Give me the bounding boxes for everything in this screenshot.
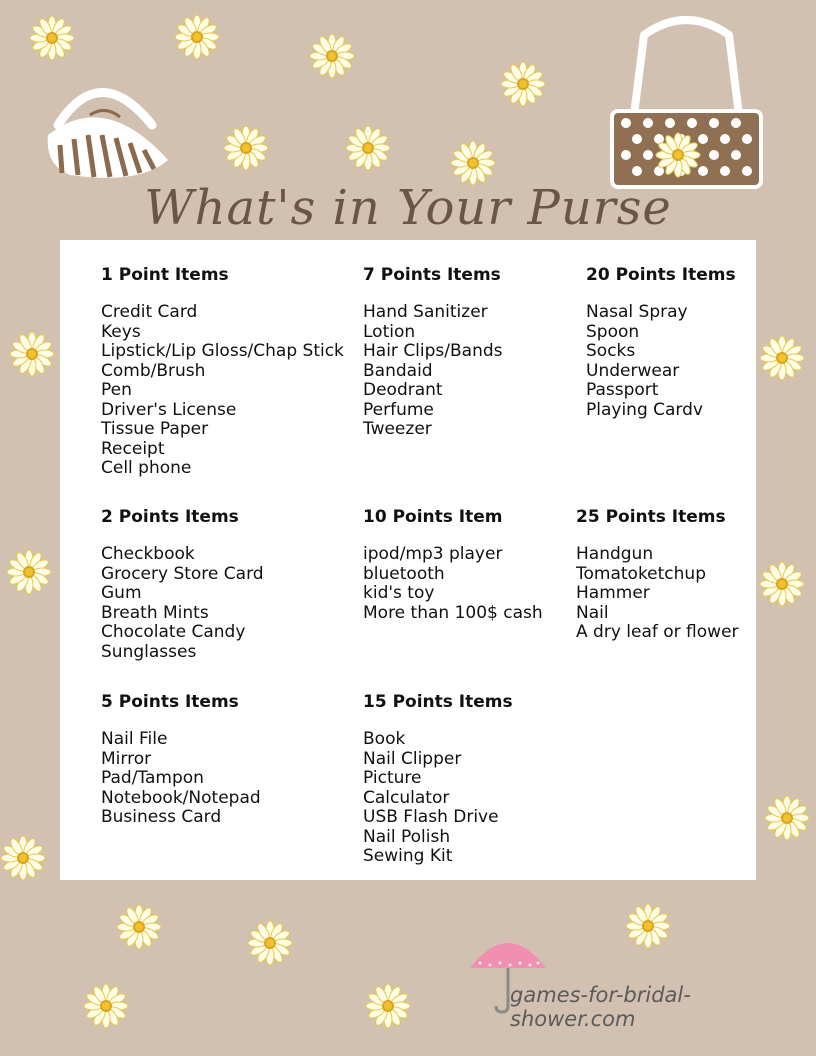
group-1-point: [101, 265, 344, 479]
group-15-points: [363, 692, 513, 867]
group-25-points: [576, 507, 739, 643]
site-link[interactable]: games-for-bridal-shower.com: [510, 983, 691, 1031]
list-item: USB Flash Drive: [363, 807, 499, 827]
list-item: bluetooth: [363, 563, 445, 584]
list-item: Chocolate Candy: [101, 622, 246, 642]
list-item: Comb/Brush: [101, 360, 206, 381]
daisy-icon: [247, 920, 293, 966]
list-item: Nail File: [101, 729, 168, 749]
daisy-icon: [174, 14, 220, 60]
list-item: Business Card: [101, 807, 222, 827]
list-item: Nail Polish: [363, 826, 451, 847]
list-item: Perfume: [363, 399, 434, 420]
daisy-icon: [759, 335, 805, 381]
item-list: [586, 303, 736, 420]
list-item: ipod/mp3 player: [363, 544, 503, 564]
item-list: [363, 730, 513, 867]
group-2-points: [101, 507, 264, 662]
purse-icon: [40, 65, 175, 180]
page-title: What's in Your Purse: [144, 180, 672, 236]
list-item: Playing Cardv: [586, 399, 703, 420]
item-list: [363, 545, 543, 623]
item-list: [101, 730, 261, 828]
daisy-icon: [0, 835, 46, 881]
list-item: Tomatoketchup: [576, 563, 706, 584]
list-item: Sewing Kit: [363, 846, 453, 866]
list-item: Handgun: [576, 544, 654, 564]
group-heading: 25 Points Items: [576, 507, 726, 527]
list-item: Receipt: [101, 438, 165, 459]
list-item: Breath Mints: [101, 602, 209, 623]
list-item: Tweezer: [363, 419, 432, 439]
daisy-icon: [764, 795, 810, 841]
item-list: [101, 303, 344, 479]
list-item: Pen: [101, 380, 132, 400]
daisy-icon: [365, 983, 411, 1029]
list-item: Socks: [586, 341, 636, 361]
item-list: [576, 545, 739, 643]
list-item: Underwear: [586, 360, 680, 381]
list-item: Book: [363, 729, 406, 749]
list-item: Keys: [101, 321, 141, 342]
list-item: Gum: [101, 583, 142, 603]
list-item: Calculator: [363, 787, 450, 808]
list-item: Lotion: [363, 321, 416, 342]
daisy-icon: [345, 125, 391, 171]
daisy-icon: [309, 33, 355, 79]
list-item: Nasal Spray: [586, 302, 688, 322]
list-item: More than 100$ cash: [363, 602, 543, 623]
list-item: Notebook/Notepad: [101, 787, 261, 808]
list-item: Cell phone: [101, 458, 192, 478]
list-item: kid's toy: [363, 583, 435, 603]
list-item: Hand Sanitizer: [363, 302, 488, 322]
list-item: Pad/Tampon: [101, 768, 204, 788]
daisy-icon: [655, 132, 701, 178]
daisy-icon: [83, 983, 129, 1029]
daisy-icon: [759, 561, 805, 607]
daisy-icon: [116, 904, 162, 950]
daisy-icon: [9, 331, 55, 377]
daisy-icon: [500, 61, 546, 107]
item-list-card: [60, 240, 756, 880]
list-item: Spoon: [586, 321, 640, 342]
list-item: Passport: [586, 380, 659, 400]
group-heading: 15 Points Items: [363, 692, 513, 712]
list-item: Driver's License: [101, 399, 237, 420]
list-item: Lipstick/Lip Gloss/Chap Stick: [101, 341, 344, 361]
group-heading: 7 Points Items: [363, 265, 501, 285]
list-item: Checkbook: [101, 544, 195, 564]
daisy-icon: [6, 549, 52, 595]
list-item: Picture: [363, 768, 422, 788]
group-heading: 5 Points Items: [101, 692, 239, 712]
group-7-points: [363, 265, 503, 440]
list-item: Hair Clips/Bands: [363, 341, 503, 361]
group-20-points: [586, 265, 736, 420]
daisy-icon: [29, 15, 75, 61]
list-item: Credit Card: [101, 302, 198, 322]
group-heading: 10 Points Item: [363, 507, 503, 527]
list-item: Deodrant: [363, 380, 443, 400]
item-list: [101, 545, 264, 662]
list-item: A dry leaf or flower: [576, 622, 739, 642]
list-item: Mirror: [101, 748, 152, 769]
list-item: Nail Clipper: [363, 748, 462, 769]
group-5-points: [101, 692, 261, 828]
list-item: Sunglasses: [101, 641, 197, 662]
list-item: Bandaid: [363, 360, 433, 381]
group-heading: 20 Points Items: [586, 265, 736, 285]
group-heading: 1 Point Items: [101, 265, 229, 285]
item-list: [363, 303, 503, 440]
list-item: Tissue Paper: [101, 419, 209, 439]
list-item: Nail: [576, 602, 609, 623]
list-item: Grocery Store Card: [101, 563, 264, 584]
group-heading: 2 Points Items: [101, 507, 239, 527]
list-item: Hammer: [576, 583, 650, 603]
group-10-points: [363, 507, 543, 623]
daisy-icon: [223, 125, 269, 171]
